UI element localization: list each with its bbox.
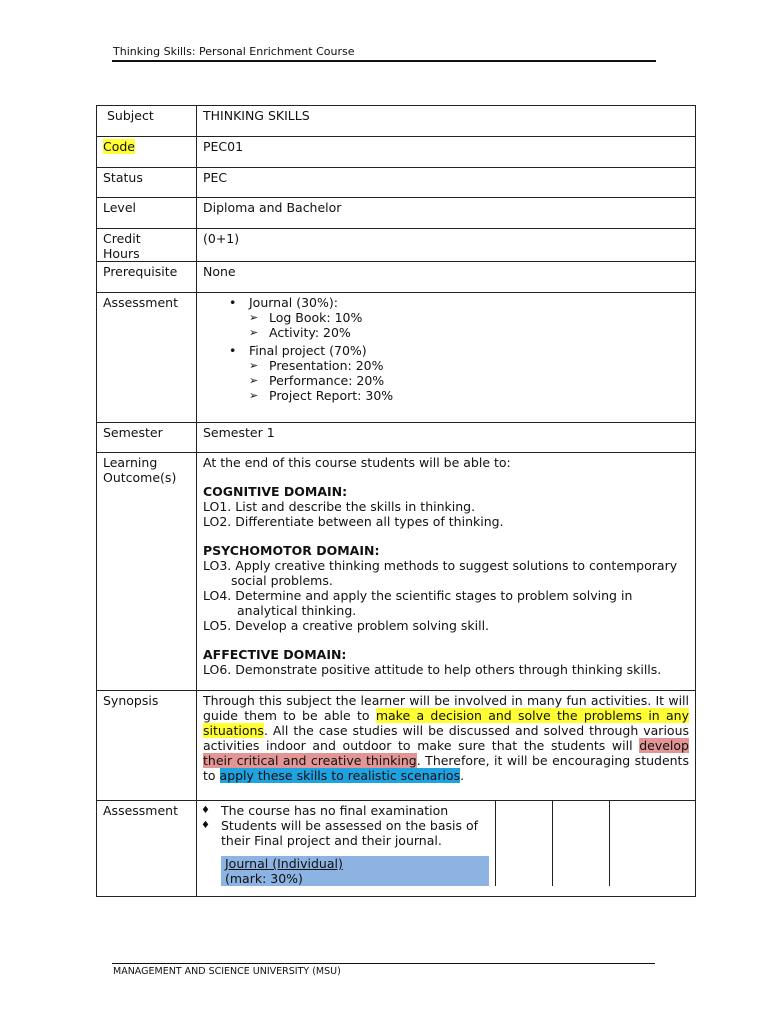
page-header-title: Thinking Skills: Personal Enrichment Course bbox=[113, 45, 355, 58]
assessment-final-item: ➢ Project Report: 30% bbox=[203, 388, 689, 403]
lo3: LO3. Apply creative thinking methods to suggest solutions to contemporary bbox=[203, 558, 678, 573]
assessment-subtable bbox=[197, 801, 695, 886]
course-info-table bbox=[96, 105, 696, 897]
empty-cell bbox=[496, 801, 553, 886]
value-semester: Semester 1 bbox=[197, 423, 696, 453]
assessment-journal: • Journal (30%): bbox=[203, 295, 689, 310]
label-credit-line2: Hours bbox=[103, 246, 140, 261]
label-credit-hours bbox=[97, 229, 197, 262]
label-subject bbox=[97, 106, 197, 137]
value-prerequisite: None bbox=[197, 262, 696, 293]
assessment-final-item: ➢ Performance: 20% bbox=[203, 373, 689, 388]
synopsis-text: . Therefore, it will be encouraging students to bbox=[203, 753, 689, 783]
outcomes-intro: At the end of this course students will be able to: bbox=[203, 455, 511, 470]
label-learning-outcomes bbox=[97, 453, 197, 691]
label-level: Level bbox=[97, 198, 197, 229]
value-level: Diploma and Bachelor bbox=[197, 198, 696, 229]
lo4-cont: analytical thinking. bbox=[237, 603, 357, 618]
lo4: LO4. Determine and apply the scientific stages to problem solving in bbox=[203, 588, 633, 603]
footer-divider bbox=[112, 963, 655, 964]
cognitive-heading: COGNITIVE DOMAIN: bbox=[203, 484, 348, 499]
journal-individual-mark: (mark: 30%) bbox=[225, 871, 303, 886]
row-code bbox=[97, 137, 696, 168]
lo2: LO2. Differentiate between all types of thinking. bbox=[203, 514, 504, 529]
label-outcomes-line2: Outcome(s) bbox=[103, 470, 177, 485]
label-code bbox=[97, 137, 197, 168]
assessment-list bbox=[203, 295, 689, 403]
affective-heading: AFFECTIVE DOMAIN: bbox=[203, 647, 347, 662]
row-level bbox=[97, 198, 696, 229]
empty-cell bbox=[610, 801, 696, 886]
row-assessment bbox=[97, 293, 696, 423]
page-footer: MANAGEMENT AND SCIENCE UNIVERSITY (MSU) bbox=[113, 966, 341, 977]
value-status: PEC bbox=[197, 168, 696, 198]
synopsis-highlight-yellow: make a decision and solve the problems in any situations bbox=[203, 708, 689, 738]
synopsis-highlight-blue: apply these skills to realistic scenarios bbox=[219, 768, 461, 783]
label-credit-line1: Credit bbox=[103, 231, 141, 246]
label-outcomes-line1: Learning bbox=[103, 455, 158, 470]
label-status: Status bbox=[97, 168, 197, 198]
synopsis-text: Through this subject the learner will be involved in many fun activities. It will guide them to be able to bbox=[203, 693, 689, 723]
journal-individual-box bbox=[221, 856, 489, 886]
row-subject bbox=[97, 106, 696, 137]
assessment-final-item: ➢ Presentation: 20% bbox=[203, 358, 689, 373]
lo1: LO1. List and describe the skills in thinking. bbox=[203, 499, 476, 514]
value-assessment-details bbox=[197, 801, 696, 897]
value-synopsis bbox=[197, 691, 696, 801]
synopsis-text: . All the case studies will be discussed and solved through various activities indoor and outdoor to make sure that the students will bbox=[203, 723, 689, 753]
lo5: LO5. Develop a creative problem solving skill. bbox=[203, 618, 490, 633]
label-semester: Semester bbox=[97, 423, 197, 453]
value-code: PEC01 bbox=[197, 137, 696, 168]
empty-cell bbox=[553, 801, 610, 886]
value-credit-hours: (0+1) bbox=[197, 229, 696, 262]
row-prerequisite bbox=[97, 262, 696, 293]
label-assessment-details: Assessment bbox=[97, 801, 197, 897]
journal-individual-title: Journal (Individual) bbox=[225, 856, 343, 871]
psychomotor-heading: PSYCHOMOTOR DOMAIN: bbox=[203, 543, 380, 558]
row-learning-outcomes bbox=[97, 453, 696, 691]
label-subject-text: Subject bbox=[107, 108, 154, 123]
value-subject: THINKING SKILLS bbox=[197, 106, 696, 137]
assessment-journal-item: ➢ Activity: 20% bbox=[203, 325, 689, 340]
synopsis-text: . bbox=[460, 768, 465, 783]
assessment-bullet: ♦ The course has no final examination bbox=[197, 803, 495, 818]
assessment-journal-item: ➢ Log Book: 10% bbox=[203, 310, 689, 325]
label-prerequisite: Prerequisite bbox=[97, 262, 197, 293]
row-status bbox=[97, 168, 696, 198]
label-assessment: Assessment bbox=[97, 293, 197, 423]
label-synopsis: Synopsis bbox=[97, 691, 197, 801]
row-synopsis bbox=[97, 691, 696, 801]
label-code-text: Code bbox=[103, 139, 136, 154]
row-credit-hours bbox=[97, 229, 696, 262]
lo3-cont: social problems. bbox=[231, 573, 333, 588]
assessment-final-project: • Final project (70%) bbox=[203, 343, 689, 358]
row-semester bbox=[97, 423, 696, 453]
lo6: LO6. Demonstrate positive attitude to help others through thinking skills. bbox=[203, 662, 662, 677]
value-assessment bbox=[197, 293, 696, 423]
row-assessment-details bbox=[97, 801, 696, 897]
value-learning-outcomes bbox=[197, 453, 696, 691]
header-divider bbox=[112, 60, 656, 62]
assessment-details-cell bbox=[197, 801, 496, 886]
synopsis-highlight-red: develop their critical and creative thinking bbox=[203, 738, 689, 768]
assessment-bullet: ♦ Students will be assessed on the basis of their Final project and their journal. bbox=[197, 818, 495, 848]
